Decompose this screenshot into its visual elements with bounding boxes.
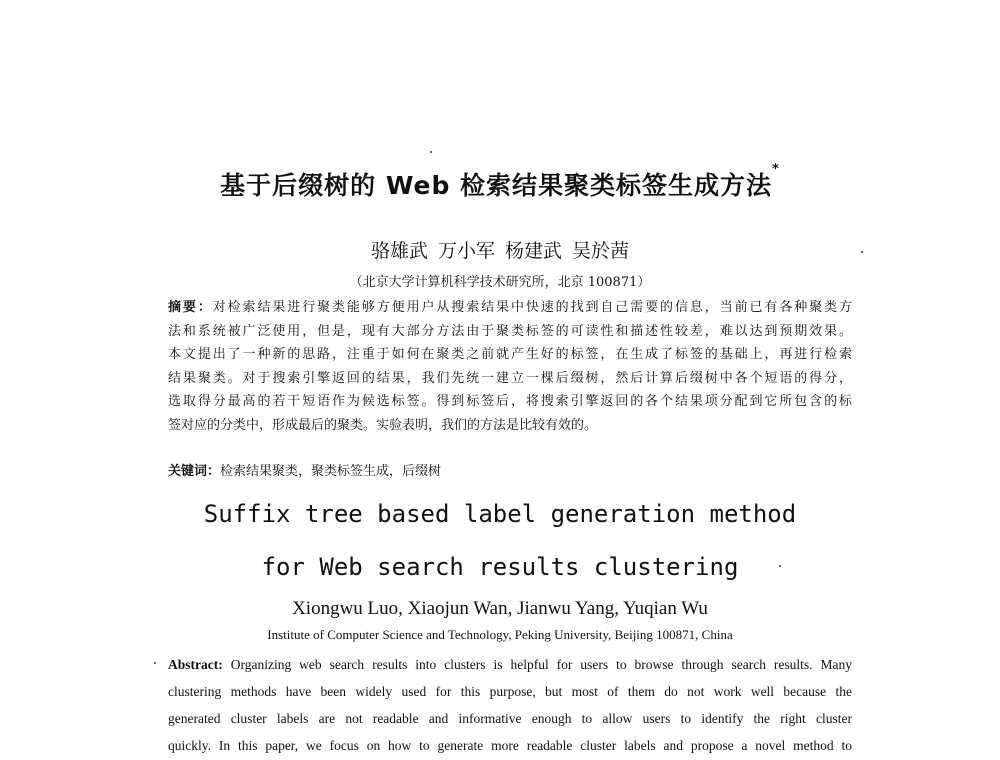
english-abstract-line: Abstract: Organizing web search results into clusters is helpful for users to browse through search results. Many	[168, 657, 853, 672]
english-abstract-line: quickly. In this paper, we focus on how to generate more readable cluster labels and propose a novel method to	[168, 738, 852, 753]
chinese-abstract-label: 摘要：	[168, 300, 213, 315]
chinese-abstract-line: 签对应的分类中，形成最后的聚类。实验表明，我们的方法是比较有效的。	[168, 417, 598, 433]
chinese-keywords-label: 关键词：	[168, 464, 221, 479]
chinese-abstract-line: 本文提出了一种新的思路，注重于如何在聚类之前就产生好的标签，在生成了标签的基础上，再进行检索	[168, 347, 852, 362]
scan-speck	[154, 662, 156, 664]
english-title-line-2: for Web search results clustering	[261, 553, 739, 581]
chinese-authors: 骆雄武 万小军 杨建武 吴於茜	[370, 240, 630, 262]
english-title-line-1: Suffix tree based label generation method	[203, 500, 797, 528]
chinese-abstract-line: 结果聚类。对于搜索引擎返回的结果，我们先统一建立一棵后缀树，然后计算后缀树中各个短语的得分，	[168, 370, 852, 386]
chinese-keywords-text: 检索结果聚类，聚类标签生成，后缀树	[220, 464, 442, 479]
english-abstract	[168, 651, 852, 759]
english-authors: Xiongwu Luo, Xiaojun Wan, Jianwu Yang, Yuqian Wu	[292, 598, 708, 619]
scan-speck	[430, 151, 432, 153]
english-affiliation: Institute of Computer Science and Technology, Peking University, Beijing 100871, China	[267, 627, 733, 642]
english-abstract-line: generated cluster labels are not readable and informative enough to allow users to identify the right cluster	[168, 711, 852, 726]
chinese-title	[0, 162, 1000, 202]
chinese-abstract-line: 选取得分最高的若干短语作为候选标签。得到标签后，将搜索引擎返回的各个结果项分配到它所包含的标	[168, 394, 852, 409]
title-footnote-mark: *	[772, 162, 780, 177]
english-abstract-label: Abstract:	[168, 657, 223, 672]
chinese-title-text: 基于后缀树的 Web 检索结果聚类标签生成方法	[220, 171, 773, 200]
chinese-abstract-line: 法和系统被广泛使用，但是，现有大部分方法由于聚类标签的可读性和描述性较差，难以达到预期效果。	[168, 323, 852, 339]
chinese-keywords	[168, 462, 852, 482]
english-abstract-line: clustering methods have been widely used for this purpose, but most of them do not work well because the	[168, 684, 852, 699]
chinese-abstract-line: 摘要：对检索结果进行聚类能够方便用户从搜索结果中快速的找到自己需要的信息，当前已有各种聚类方	[168, 300, 852, 315]
chinese-abstract	[168, 296, 852, 437]
chinese-affiliation: （北京大学计算机科学技术研究所，北京 100871）	[349, 275, 651, 290]
